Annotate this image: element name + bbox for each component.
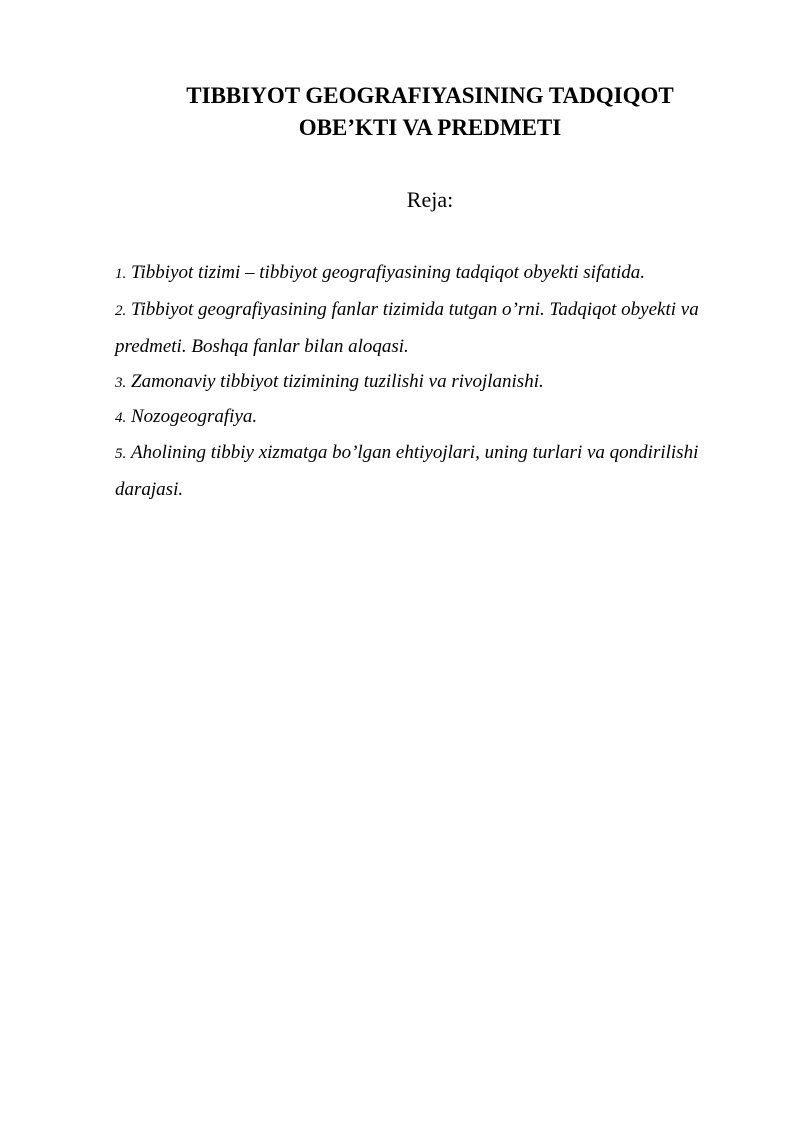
plan-list [115,255,735,508]
plan-item-text: Nozogeografiya. [131,406,258,427]
title-line-2: OBE’KTI VA PREDMETI [298,115,562,140]
plan-item-2 [115,292,735,365]
plan-heading: Reja: [406,187,454,212]
plan-item-number: 4. [115,410,127,426]
title-line-1: TIBBIYOT GEOGRAFIYASINING TADQIQOT [186,83,674,108]
page-title [115,80,745,144]
plan-item-number: 1. [115,266,127,282]
plan-item-number: 5. [115,446,127,462]
plan-item-text: Tibbiyot tizimi – tibbiyot geografiyasining tadqiqot obyekti sifatida. [131,262,646,283]
plan-item-3 [115,365,735,400]
plan-item-text: Zamonaviy tibbiyot tizimining tuzilishi va rivojlanishi. [131,371,544,392]
plan-item-5 [115,435,735,508]
plan-item-text: Aholining tibbiy xizmatga bo’lgan ehtiyojlari, uning turlari va qondirilishi darajasi. [115,442,699,500]
plan-item-number: 3. [115,375,127,391]
plan-item-text: Tibbiyot geografiyasining fanlar tizimida tutgan o’rni. Tadqiqot obyekti va predmeti. Boshqa fanlar bilan aloqasi. [115,299,699,357]
plan-item-number: 2. [115,303,127,319]
plan-item-1 [115,255,735,292]
plan-item-4 [115,400,735,435]
